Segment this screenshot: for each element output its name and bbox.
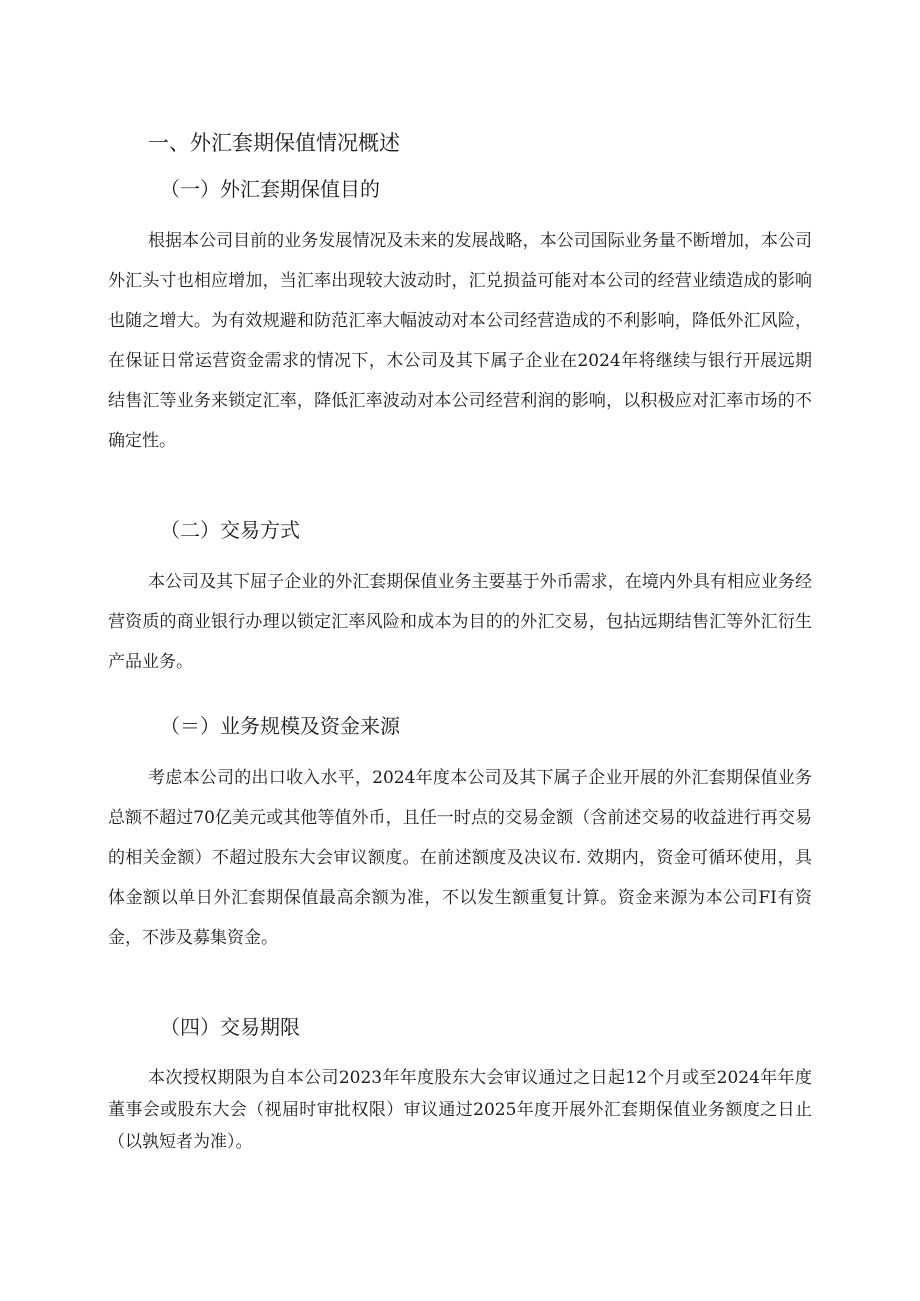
paragraph-term: 本次授权期限为自本公司2023年年度股东大会审议通过之日起12个月或至2024年年度董事会或股东大会（视届时审批权限）审议通过2025年度开展外汇套期保值业务额度之日止（以孰短者为准）。 xyxy=(108,1068,812,1152)
paragraph-method: 本公司及其下屈子企业的外汇套期保值业务主要基于外币需求，在境内外具有相应业务经营资质的商业银行办理以锁定汇率风险和成本为目的的外汇交易，包拈远期结售汇等外汇衍生产品业务。 xyxy=(108,572,812,672)
subsection-heading-term: （四）交易期限 xyxy=(160,1015,300,1039)
paragraph-purpose: 根据本公司目前的业务发展情况及未来的发展战略，本公司国际业务量不断增加，本公司外汇头寸也相应增加，当汇率出现较大波动时，汇兑损益可能对本公司的经营业绩造成的影响也随之增大。为有效规避和防范汇率大幅波动对本公司经营造成的不利影响，降低外汇风险，在保证日常运营资金需求的情况下，木公司及其下属子企业在2024年将继续与银行开展远期结售汇等业务来锁定汇率，降低汇率波动对本公司经营利润的影响，以积极应对汇率市场的不确定性。 xyxy=(108,231,812,451)
paragraph-scale: 考虑本公司的出口收入水平，2024年度本公司及其下属子企业开展的外汇套期保值业务总额不超过70亿美元或其他等值外币，且任一时点的交易金额（含前述交易的收益进行再交易的相关金额）不超过股东大会审议额度。在前述额度及决议布. 效期内，资金可循环使用，具体金额以单日外汇套期保值最高余额为准，不以发生额重复计算。资金来源为本公司FI有资金，不涉及募集资金。 xyxy=(108,768,812,948)
subsection-heading-purpose: （一）外汇套期保值目的 xyxy=(160,177,380,201)
subsection-heading-scale: （＝）业务规模及资金来源 xyxy=(160,714,400,738)
subsection-heading-method: （二）交易方式 xyxy=(160,518,300,542)
section-heading-main: 一、外汇套期保值情况概述 xyxy=(148,131,400,155)
